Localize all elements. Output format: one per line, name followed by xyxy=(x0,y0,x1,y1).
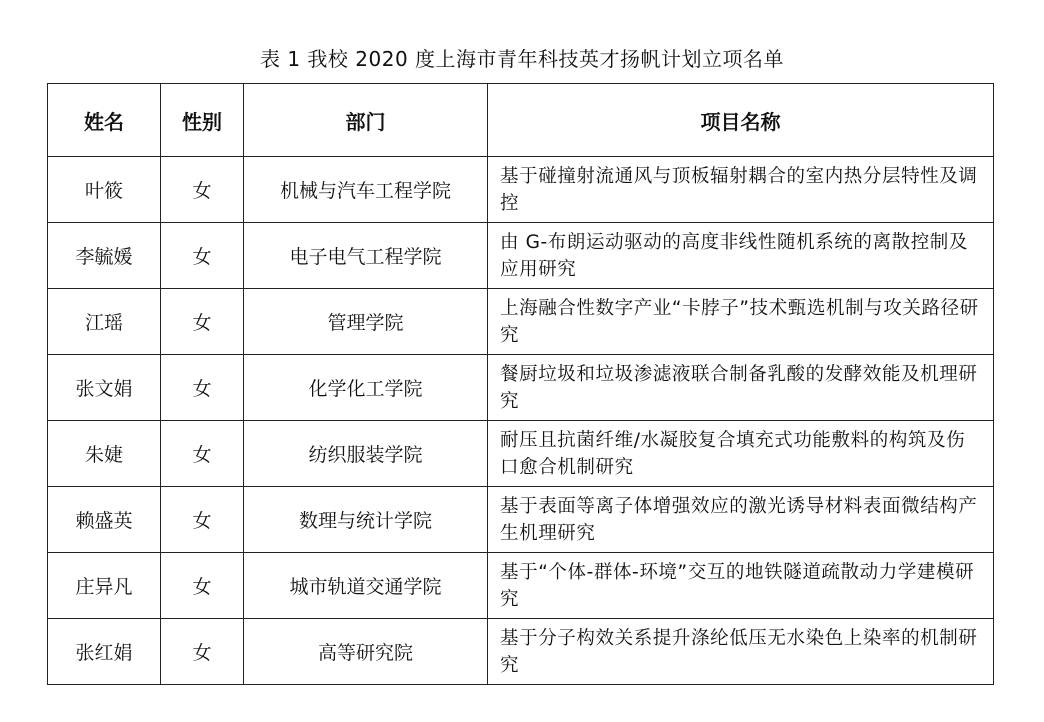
table-row xyxy=(48,355,994,421)
cell-gender: 女 xyxy=(161,421,244,487)
column-header-project: 项目名称 xyxy=(488,84,994,157)
cell-name: 张红娟 xyxy=(48,619,161,685)
column-header-department: 部门 xyxy=(244,84,488,157)
cell-name: 江瑶 xyxy=(48,289,161,355)
table-row xyxy=(48,487,994,553)
cell-name: 张文娟 xyxy=(48,355,161,421)
cell-project: 基于分子构效关系提升涤纶低压无水染色上染率的机制研究 xyxy=(488,619,994,685)
cell-name: 李毓媛 xyxy=(48,223,161,289)
cell-department: 纺织服装学院 xyxy=(244,421,488,487)
cell-name: 叶筱 xyxy=(48,157,161,223)
cell-department: 城市轨道交通学院 xyxy=(244,553,488,619)
cell-project: 基于“个体-群体-环境”交互的地铁隧道疏散动力学建模研究 xyxy=(488,553,994,619)
table-row xyxy=(48,619,994,685)
cell-name: 赖盛英 xyxy=(48,487,161,553)
table-row xyxy=(48,553,994,619)
cell-project: 餐厨垃圾和垃圾渗滤液联合制备乳酸的发酵效能及机理研究 xyxy=(488,355,994,421)
cell-gender: 女 xyxy=(161,487,244,553)
cell-project: 耐压且抗菌纤维/水凝胶复合填充式功能敷料的构筑及伤口愈合机制研究 xyxy=(488,421,994,487)
cell-gender: 女 xyxy=(161,619,244,685)
cell-department: 化学化工学院 xyxy=(244,355,488,421)
cell-gender: 女 xyxy=(161,223,244,289)
table-header-row xyxy=(48,84,994,157)
table-row xyxy=(48,421,994,487)
project-list-table xyxy=(47,83,994,685)
table-row xyxy=(48,157,994,223)
cell-project: 上海融合性数字产业“卡脖子”技术甄选机制与攻关路径研究 xyxy=(488,289,994,355)
cell-department: 管理学院 xyxy=(244,289,488,355)
cell-department: 机械与汽车工程学院 xyxy=(244,157,488,223)
cell-department: 高等研究院 xyxy=(244,619,488,685)
cell-department: 数理与统计学院 xyxy=(244,487,488,553)
table-row xyxy=(48,223,994,289)
cell-project: 基于表面等离子体增强效应的激光诱导材料表面微结构产生机理研究 xyxy=(488,487,994,553)
table-caption: 表 1 我校 2020 度上海市青年科技英才扬帆计划立项名单 xyxy=(259,47,785,71)
cell-name: 朱婕 xyxy=(48,421,161,487)
cell-gender: 女 xyxy=(161,553,244,619)
column-header-name: 姓名 xyxy=(48,84,161,157)
cell-gender: 女 xyxy=(161,157,244,223)
cell-name: 庄异凡 xyxy=(48,553,161,619)
table-row xyxy=(48,289,994,355)
cell-department: 电子电气工程学院 xyxy=(244,223,488,289)
cell-gender: 女 xyxy=(161,355,244,421)
column-header-gender: 性别 xyxy=(161,84,244,157)
cell-project: 基于碰撞射流通风与顶板辐射耦合的室内热分层特性及调控 xyxy=(488,157,994,223)
cell-gender: 女 xyxy=(161,289,244,355)
cell-project: 由 G-布朗运动驱动的高度非线性随机系统的离散控制及应用研究 xyxy=(488,223,994,289)
